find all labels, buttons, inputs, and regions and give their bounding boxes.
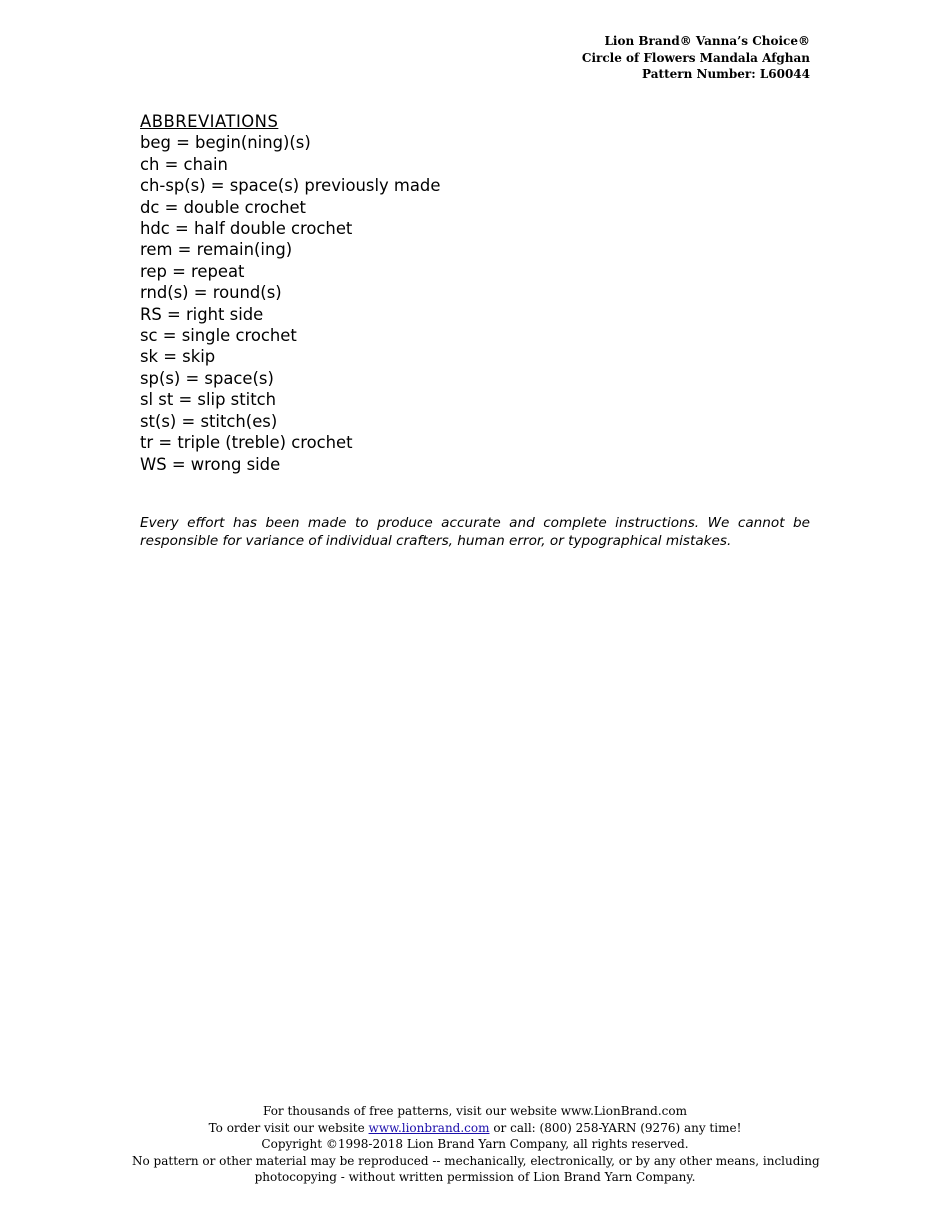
website-link[interactable]: www.lionbrand.com [368, 1120, 490, 1135]
abbreviation-item: tr = triple (treble) crochet [140, 433, 353, 453]
abbreviation-item: rnd(s) = round(s) [140, 283, 282, 303]
page-header [582, 33, 810, 83]
abbreviation-item: beg = begin(ning)(s) [140, 133, 311, 153]
abbreviation-item: ch-sp(s) = space(s) previously made [140, 176, 441, 196]
header-pattern-name: Circle of Flowers Mandala Afghan [581, 50, 810, 65]
abbreviation-item: rep = repeat [140, 261, 245, 281]
abbreviation-item: sl st = slip stitch [140, 390, 277, 410]
abbreviation-item: sk = skip [140, 347, 216, 367]
abbreviations-section [140, 111, 440, 475]
footer-order-line [132, 1120, 818, 1137]
footer-copyright: Copyright ©1998-2018 Lion Brand Yarn Company, all rights reserved. [261, 1137, 689, 1151]
footer-reproduction-notice-cont: photocopying - without written permission of Lion Brand Yarn Company. [254, 1170, 696, 1184]
abbreviation-item: hdc = half double crochet [140, 219, 353, 239]
footer-reproduction-notice: No pattern or other material may be reproduced -- mechanically, electronically, or by any other means, including [132, 1153, 820, 1168]
abbreviation-item: rem = remain(ing) [140, 240, 293, 260]
abbreviation-item: WS = wrong side [140, 454, 281, 474]
abbreviations-title: ABBREVIATIONS [140, 112, 279, 131]
abbreviation-item: ch = chain [140, 154, 228, 174]
header-pattern-number: Pattern Number: L60044 [642, 67, 810, 81]
disclaimer-text: Every effort has been made to produce accurate and complete instructions. We cannot be responsible for variance of individual crafters, human error, or typographical mistakes. [140, 515, 810, 549]
footer-order-suffix: or call: (800) 258-YARN (9276) any time! [489, 1120, 742, 1135]
header-brand-line: Lion Brand® Vanna’s Choice® [604, 34, 810, 48]
page-footer [132, 1103, 818, 1186]
abbreviation-item: sp(s) = space(s) [140, 368, 274, 388]
footer-order-prefix: To order visit our website [208, 1120, 369, 1135]
footer-free-patterns: For thousands of free patterns, visit our website www.LionBrand.com [263, 1104, 687, 1118]
abbreviation-item: st(s) = stitch(es) [140, 411, 278, 431]
abbreviation-item: RS = right side [140, 304, 264, 324]
abbreviation-item: sc = single crochet [140, 326, 297, 346]
abbreviation-item: dc = double crochet [140, 197, 306, 217]
